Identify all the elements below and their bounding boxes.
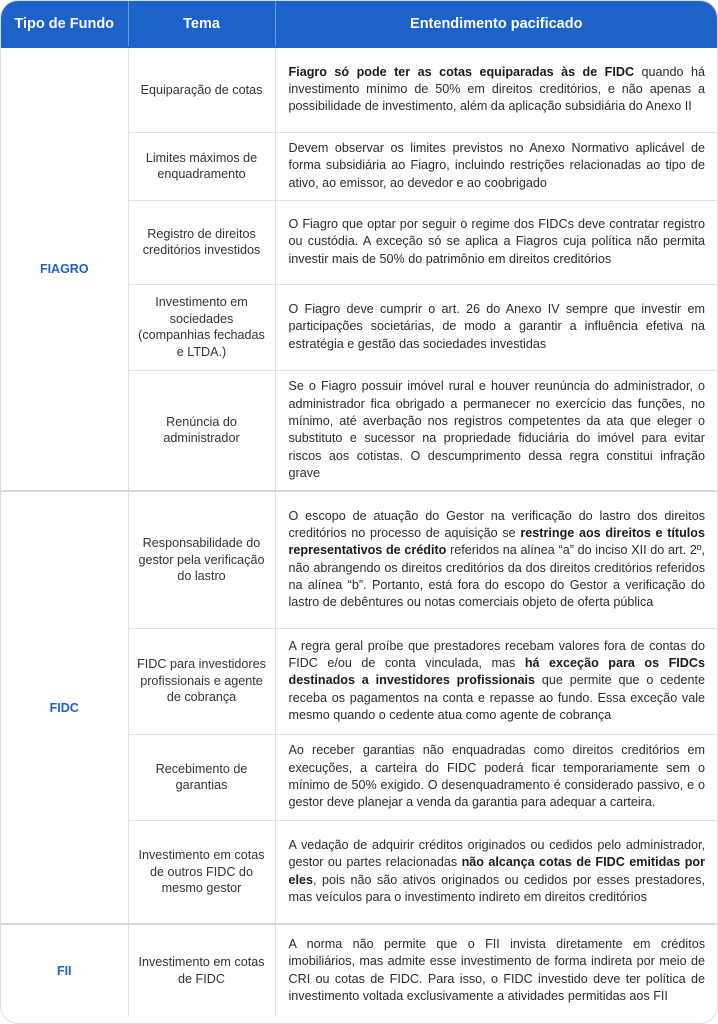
emphasized-text: restringe aos direitos e títulos representativos de crédito: [288, 526, 705, 558]
text-run: A regra geral proíbe que prestadores recebam valores fora de contas do FIDC e/ou de conta vinculada, mas: [288, 638, 705, 671]
fund-type-cell: FIAGRO: [1, 47, 128, 491]
table-body: [1, 47, 717, 1016]
understanding-cell: [275, 491, 717, 628]
theme-cell: Renúncia do administrador: [128, 370, 275, 491]
understanding-cell: [275, 628, 717, 734]
text-run: Ao receber garantias não enquadradas como direitos creditórios em execuções, a carteira do FIDC poderá ficar temporariamente sem o mínimo de 50% exigido. O desenquadramento é considerado passivo, e o gestor deve planejar a venda da garantia para adequar a carteira.: [288, 743, 705, 810]
text-run: A norma não permite que o FII invista diretamente em créditos imobiliários, mas admite esse investimento de forma indireta por meio de CRI ou cotas de FIDC. Para isso, o FIDC investido deve ter política de investimento voltada exclusivamente a atividades permitidas aos FII: [288, 936, 705, 1003]
understanding-cell: [275, 200, 717, 284]
text-run: , pois não são ativos originados ou cedidos por esses prestadores, mas veículos para o investimento indireto em direitos creditórios: [288, 872, 705, 905]
understanding-cell: [275, 284, 717, 370]
text-run: quando há investimento mínimo de 50% em direitos creditórios, e não apenas a possibilidade de investimento, além da aplicação subsidiária do Anexo II: [288, 64, 705, 114]
text-run: O Fiagro que optar por seguir o regime dos FIDCs deve contratar registro ou custódia. A exceção só se aplica a Fiagros cuja política não permita investir mais de 50% do patrimônio em direitos creditórios: [288, 217, 705, 266]
fund-rules-table: [1, 1, 717, 1016]
text-run: referidos na alínea “a” do inciso XII do art. 2º, não abrangendo os direitos creditórios da dos direitos creditórios referidos na alínea “b”. Portanto, está fora do escopo do Gestor a verificação do lastro de debêntures ou notas comerciais objeto de oferta pública: [288, 543, 705, 610]
table-row: [1, 47, 717, 132]
table-row: [1, 491, 717, 628]
understanding-cell: [275, 924, 717, 1016]
theme-cell: Responsabilidade do gestor pela verificação do lastro: [128, 491, 275, 628]
text-run: Devem observar os limites previstos no Anexo Normativo aplicável de forma subsidiária ao Fiagro, incluindo restrições relacionadas ao tipo de ativo, ao emissor, ao devedor e ao coobrigado: [288, 141, 705, 190]
header-fund-type: Tipo de Fundo: [1, 1, 128, 47]
theme-cell: Investimento em cotas de outros FIDC do mesmo gestor: [128, 820, 275, 924]
emphasized-text: Fiagro só pode ter as cotas equiparadas às de FIDC: [288, 64, 635, 79]
text-run: Se o Fiagro possuir imóvel rural e houver reunúncia do administrador, o administrador fica obrigado a permanecer no exercício das funções, no mínimo, até averbação nos registros competentes da ata que eleger o substituto e sucessor na propriedade fiduciária do imóvel para evitar riscos aos cotistas. O descumprimento dessa regra constitui infração grave: [288, 379, 705, 480]
understanding-cell: [275, 370, 717, 491]
understanding-cell: [275, 820, 717, 924]
fund-type-cell: FII: [1, 924, 128, 1016]
header-row: [1, 1, 717, 47]
text-run: A vedação de adquirir créditos originados ou cedidos pelo administrador, gestor ou partes relacionadas: [288, 838, 705, 870]
emphasized-text: há exceção para os FIDCs destinados a investidores profissionais: [288, 656, 706, 688]
theme-cell: Limites máximos de enquadramento: [128, 132, 275, 200]
understanding-cell: [275, 47, 717, 132]
text-run: que permite que o cedente receba os pagamentos na conta e repasse ao fundo. Essa exceção vale mesmo quando o cedente atua como agente de cobrança: [288, 673, 705, 722]
theme-cell: FIDC para investidores profissionais e agente de cobrança: [128, 628, 275, 734]
text-run: O Fiagro deve cumprir o art. 26 do Anexo IV sempre que investir em participações societárias, de modo a garantir a influência efetiva na estratégia e gestão das sociedades investidas: [288, 302, 705, 351]
theme-cell: Investimento em cotas de FIDC: [128, 924, 275, 1016]
understanding-cell: [275, 132, 717, 200]
table-header: [1, 1, 717, 47]
fund-type-cell: FIDC: [1, 491, 128, 924]
header-theme: Tema: [128, 1, 275, 47]
emphasized-text: não alcança cotas de FIDC emitidas por eles: [288, 855, 706, 887]
understanding-cell: [275, 734, 717, 820]
theme-cell: Registro de direitos creditórios investidos: [128, 200, 275, 284]
header-understanding: Entendimento pacificado: [275, 1, 717, 47]
theme-cell: Equiparação de cotas: [128, 47, 275, 132]
theme-cell: Investimento em sociedades (companhias fechadas e LTDA.): [128, 284, 275, 370]
text-run: O escopo de atuação do Gestor na verificação do lastro dos direitos creditórios no processo de aquisição se: [288, 508, 705, 541]
table-row: [1, 924, 717, 1016]
theme-cell: Recebimento de garantias: [128, 734, 275, 820]
